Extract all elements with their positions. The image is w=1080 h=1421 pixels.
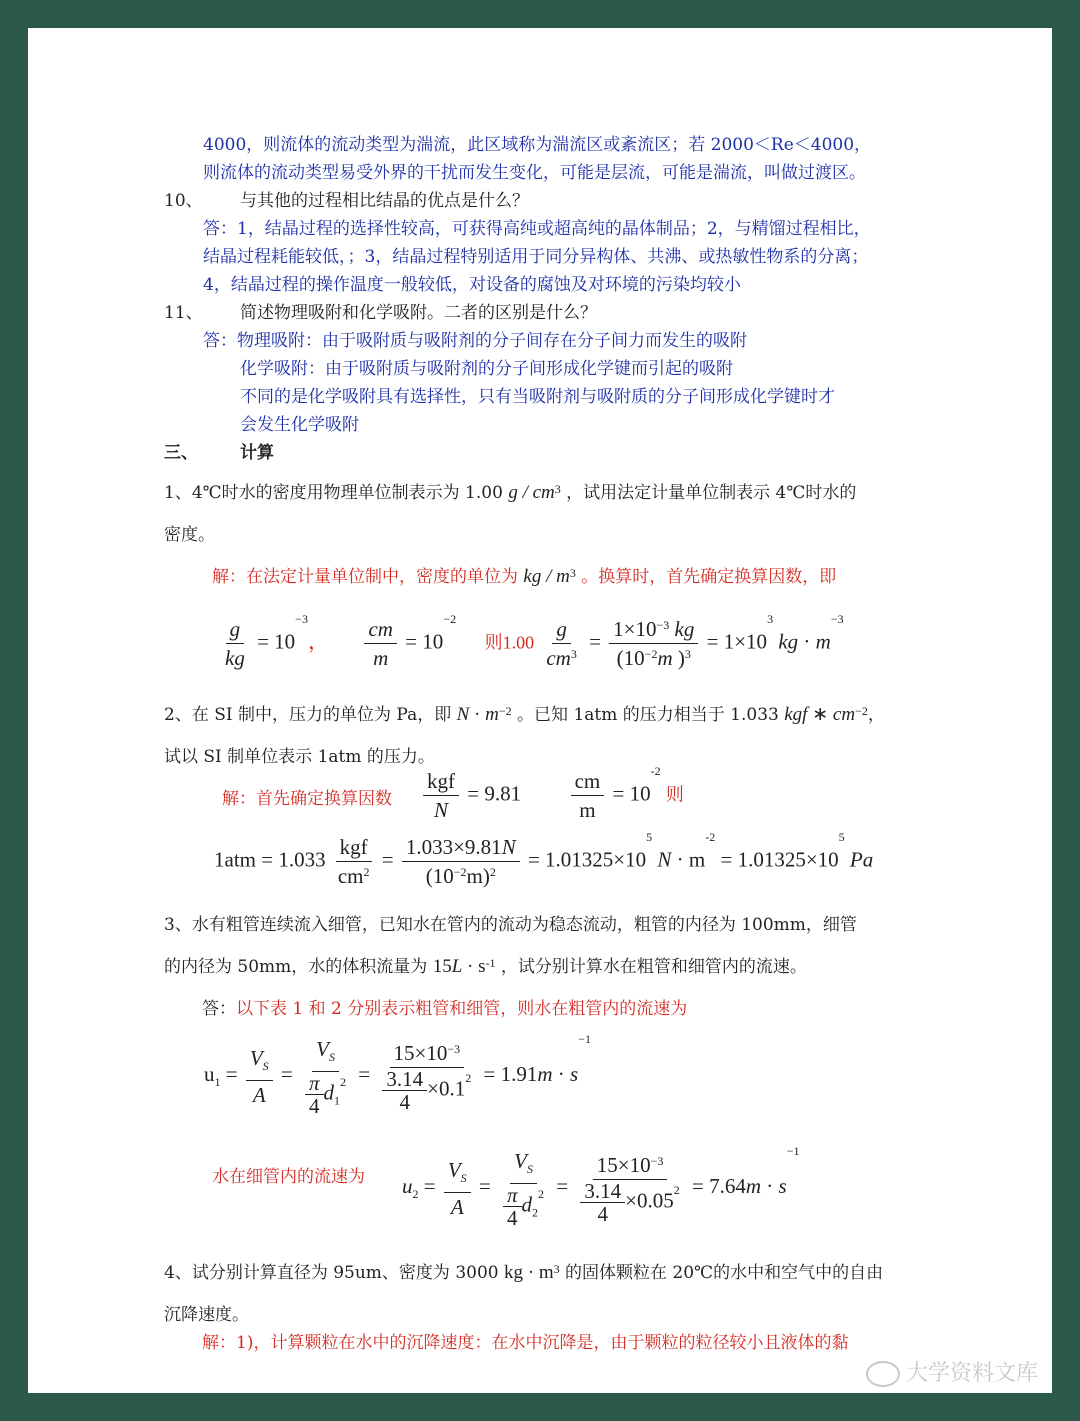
question-text: 简述物理吸附和化学吸附。二者的区别是什么？: [240, 303, 597, 323]
problem-text: 试以 SI 制单位表示 1atm 的压力。: [164, 747, 435, 767]
problem-text: 1、4℃时水的密度用物理单位制表示为 1.00 g / $cm^3$ ，试用法定计量单位制表示 4℃时水的: [164, 482, 857, 503]
answer-line: 则流体的流动类型易受外界的干扰而发生变化，可能是层流，可能是湍流，叫做过渡区。: [203, 163, 866, 183]
equation: $\frac{g}{kg}$ = $10^{-3}$， $\frac{cm}{m}$ = $10^{-2}$ 则1.00 $\frac{g}{cm^3}$ = $\frac{1\times 10^{-3} kg}{(10^{-2}m )^3}$ = $1\times 10^3$ kg · $m^{-3}$: [225, 612, 844, 670]
problem-text: 2、在 SI 制中，压力的单位为 Pa，即 $N \cdot m^{-2}$ 。已知 1atm 的压力相当于 1.033 kgf ∗ $cm^{-2}$，: [164, 704, 885, 725]
wechat-icon: [866, 1361, 900, 1387]
answer-line: 答：以下表 1 和 2 分别表示粗管和细管，则水在粗管内的流速为: [202, 999, 688, 1019]
watermark: 大学资料文库: [866, 1356, 1038, 1387]
answer-line: 4，结晶过程的操作温度一般较低，对设备的腐蚀及对环境的污染均较小: [203, 275, 741, 295]
equation: 1atm = 1.033 $\frac{\text{kgf}}{cm^2}$ = $\frac{1.033\times 9.81N}{(10^{-2}m)^2}$ = $1.01325\times 10^5$ $N \cdot m^{-2} = 1.01325\times 10^5$ Pa: [214, 830, 874, 888]
solution-line: 解：首先确定换算因数: [222, 789, 392, 809]
equation: $\frac{\text{kgf}}{N}$ = 9.81 $\frac{cm}{m}$ = $10^{-2}$ 则: [420, 768, 684, 823]
answer-line: 答：物理吸附：由于吸附质与吸附剂的分子间存在分子间力而发生的吸附: [203, 331, 747, 351]
answer-line: 答：1，结晶过程的选择性较高，可获得高纯或超高纯的晶体制品；2，与精馏过程相比，: [203, 219, 871, 239]
problem-text: 3、水有粗管连续流入细管，已知水在管内的流动为稳态流动，粗管的内径为 100mm，细管: [164, 915, 857, 935]
question-number: 10、: [164, 191, 203, 211]
section-number: 三、: [164, 443, 198, 463]
document-page: [28, 28, 1052, 1393]
problem-text: 沉降速度。: [164, 1305, 249, 1325]
equation: $u_2$ = $\frac{V_S}{A}$ = $V_S$ $\frac{\pi}{4}$ $d_2^2$ = $15\times 10^{-3}$ $\frac{3.14}{4}$ $\times 0.05^2$ = $7.64m \cdot s^{-1}$: [402, 1144, 800, 1231]
solution-line: 水在细管内的流速为: [212, 1167, 365, 1187]
answer-line: 不同的是化学吸附具有选择性，只有当吸附剂与吸附质的分子间形成化学键时才: [240, 387, 835, 407]
answer-line: 化学吸附：由于吸附质与吸附剂的分子间形成化学键而引起的吸附: [240, 359, 733, 379]
question-number: 11、: [164, 303, 203, 323]
solution-line: 解：1)，计算颗粒在水中的沉降速度：在水中沉降是，由于颗粒的粒径较小且液体的黏: [202, 1333, 849, 1353]
section-title: 计算: [240, 443, 274, 463]
problem-text: 密度。: [164, 525, 215, 545]
question-text: 与其他的过程相比结晶的优点是什么？: [240, 191, 529, 211]
answer-line: 结晶过程耗能较低，；3，结晶过程特别适用于同分异构体、共沸、或热敏性物系的分离；: [203, 247, 869, 267]
answer-line: 会发生化学吸附: [240, 415, 359, 435]
solution-line: 解：在法定计量单位制中，密度的单位为 kg / $m^3$ 。换算时，首先确定换算因数，即: [212, 566, 837, 587]
answer-line: 4000，则流体的流动类型为湍流，此区域称为湍流区或紊流区；若 2000＜Re＜4000，: [203, 135, 872, 155]
problem-text: 的内径为 50mm，水的体积流量为 $15L \cdot s^{-1}$ ，试分别计算水在粗管和细管内的流速。: [164, 956, 807, 977]
equation: $u_1$ = $\frac{V_S}{A}$ = $V_S$ $\frac{\pi}{4}$ $d_1^2$ = $15\times 10^{-3}$ $\frac{3.14}{4}$ $\times 0.1^2$ = $1.91m \cdot s^{-1}$: [204, 1032, 591, 1119]
problem-text: 4、试分别计算直径为 95um、密度为 3000 kg · $m^3$ 的固体颗粒在 20℃的水中和空气中的自由: [164, 1262, 884, 1283]
